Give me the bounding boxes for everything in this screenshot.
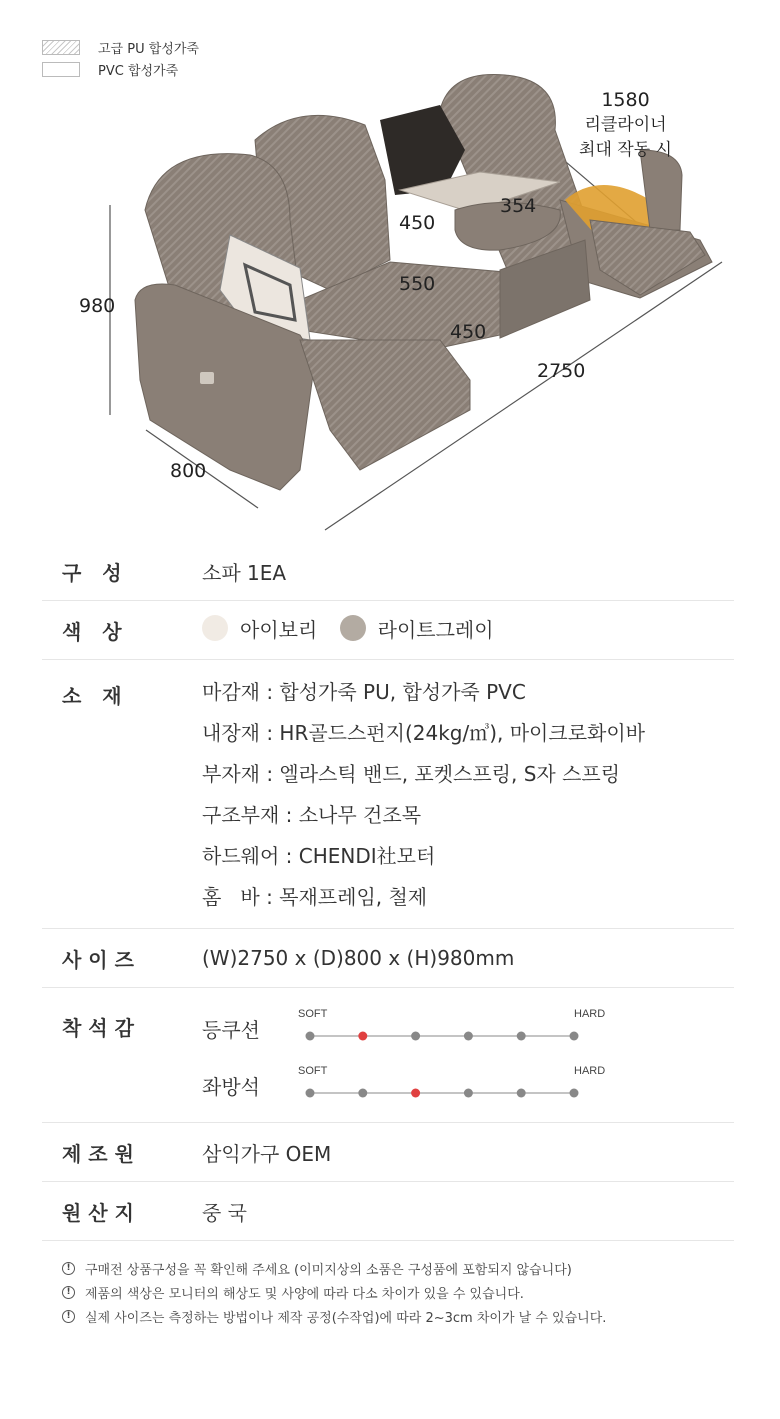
spec-table <box>42 542 734 1241</box>
hard-label: HARD <box>574 1065 606 1077</box>
comfort-scales <box>202 1010 734 1124</box>
spec-value: 소파 1EA <box>202 560 287 585</box>
notice-list <box>62 1256 606 1328</box>
spec-value: 중 국 <box>202 1200 247 1225</box>
spec-row-material <box>42 660 734 929</box>
scale-dot <box>570 1089 579 1098</box>
soft-label: SOFT <box>298 1008 328 1020</box>
spec-label: 구 성 <box>62 560 122 585</box>
notice-item <box>62 1280 606 1304</box>
scale-dot-selected <box>358 1032 367 1041</box>
notice-text: 제품의 색상은 모니터의 해상도 및 사양에 따라 다소 차이가 있을 수 있습니다. <box>85 1286 524 1302</box>
table-width-dimension: 354 <box>500 195 537 217</box>
recliner-length-note <box>578 88 673 163</box>
spec-label: 제 조 원 <box>62 1141 134 1166</box>
hatch-swatch <box>42 40 80 55</box>
notice-item <box>62 1304 606 1328</box>
comfort-item-back <box>202 1010 734 1067</box>
recliner-length-value: 1580 <box>601 89 650 111</box>
height-dimension: 980 <box>79 295 116 317</box>
legend-label: PVC 합성가죽 <box>98 63 179 79</box>
spec-label: 사 이 즈 <box>62 947 134 972</box>
material-line: 부자재 : 엘라스틱 밴드, 포켓스프링, S자 스프링 <box>202 762 621 786</box>
scale-dot <box>306 1032 315 1041</box>
scale-dot <box>570 1032 579 1041</box>
scale-dot <box>464 1032 473 1041</box>
spec-label: 착 석 감 <box>62 1016 134 1040</box>
color-name: 라이트그레이 <box>377 617 494 642</box>
comfort-scale-seat <box>292 1062 606 1102</box>
notice-text: 구매전 상품구성을 꼭 확인해 주세요 (이미지상의 소품은 구성품에 포함되지 않습니다) <box>85 1262 572 1278</box>
material-line: 마감재 : 합성가죽 PU, 합성가죽 PVC <box>202 680 526 704</box>
soft-label: SOFT <box>298 1065 328 1077</box>
material-line: 구조부재 : 소나무 건조목 <box>202 803 422 827</box>
spec-row-origin <box>42 1182 734 1241</box>
scale-dot <box>517 1089 526 1098</box>
recliner-note-line2: 최대 작동 시 <box>579 140 672 160</box>
material-line: 하드웨어 : CHENDI社모터 <box>202 844 436 868</box>
comfort-item-seat <box>202 1067 734 1124</box>
material-line: 홈 바 : 목재프레임, 철제 <box>202 885 428 909</box>
notice-item <box>62 1256 606 1280</box>
hard-label: HARD <box>574 1008 606 1020</box>
notice-text: 실제 사이즈는 측정하는 방법이나 제작 공정(수작업)에 따라 2~3cm 차이가 날 수 있습니다. <box>85 1310 607 1326</box>
spec-value: 삼익가구 OEM <box>202 1141 332 1166</box>
exclamation-circle-icon: ! <box>62 1310 75 1323</box>
armrest-width-dimension: 450 <box>399 212 436 234</box>
color-swatch <box>340 615 366 641</box>
spec-label: 원 산 지 <box>62 1200 134 1225</box>
color-options <box>202 614 734 647</box>
recliner-note-line1: 리클라이너 <box>584 115 667 135</box>
material-line: 내장재 : HR골드스펀지(24kg/㎥), 마이크로화이바 <box>202 721 645 745</box>
scale-dot <box>411 1032 420 1041</box>
material-lines <box>202 676 734 922</box>
spec-row-size <box>42 929 734 988</box>
sofa-dimension-diagram <box>0 60 780 540</box>
depth-dimension: 800 <box>170 460 207 482</box>
color-name: 아이보리 <box>240 617 318 642</box>
scale-dot <box>517 1032 526 1041</box>
exclamation-circle-icon: ! <box>62 1286 75 1299</box>
comfort-name: 좌방석 <box>202 1075 260 1099</box>
seat-height-dimension: 450 <box>450 321 487 343</box>
scale-dot <box>358 1089 367 1098</box>
legend-item-pu <box>42 36 199 58</box>
color-swatch <box>202 615 228 641</box>
spec-row-comfort <box>42 988 734 1123</box>
spec-row-color <box>42 601 734 660</box>
spec-row-manufacturer <box>42 1123 734 1182</box>
comfort-name: 등쿠션 <box>202 1018 260 1042</box>
spec-label: 색 상 <box>62 619 122 644</box>
color-option-ivory <box>202 614 317 643</box>
scale-dot <box>464 1089 473 1098</box>
color-option-lightgray <box>340 614 494 643</box>
seat-depth-dimension: 550 <box>399 273 436 295</box>
scale-dot <box>306 1089 315 1098</box>
width-dimension: 2750 <box>537 360 586 382</box>
comfort-scale-back <box>292 1005 606 1045</box>
legend-label: 고급 PU 합성가죽 <box>98 41 199 57</box>
exclamation-circle-icon: ! <box>62 1262 75 1275</box>
spec-value: (W)2750 x (D)800 x (H)980mm <box>202 946 515 970</box>
spec-row-composition <box>42 542 734 601</box>
spec-label: 소 재 <box>62 684 122 708</box>
scale-dot-selected <box>411 1089 420 1098</box>
